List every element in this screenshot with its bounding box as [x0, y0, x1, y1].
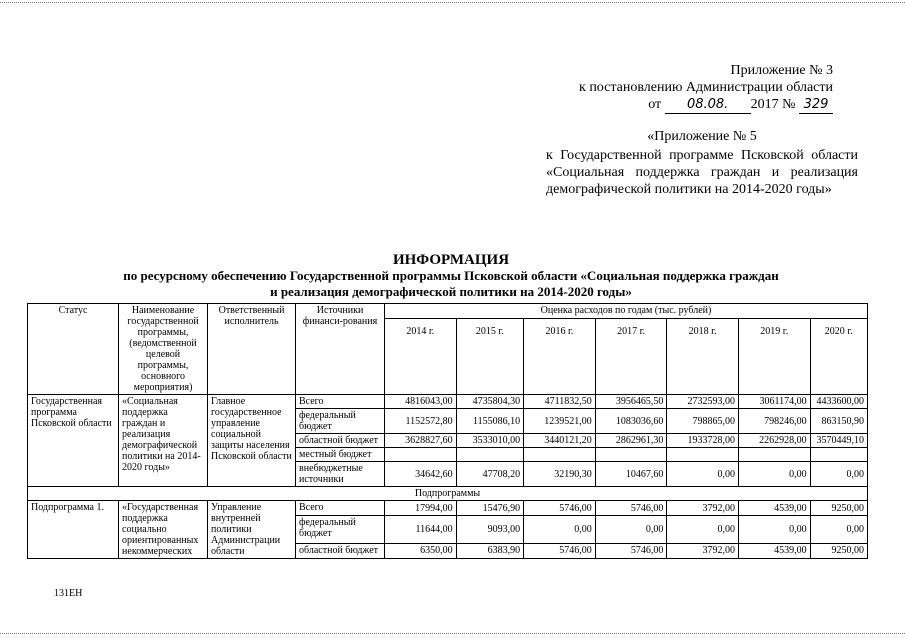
value-cell: 0,00 — [667, 462, 739, 487]
subprograms-separator-row — [28, 487, 868, 501]
value-cell: 0,00 — [524, 516, 596, 543]
subprogram-name: «Государственная поддержка социально ориентированных некоммерческих — [119, 501, 208, 559]
value-cell: 3440121,20 — [524, 434, 596, 448]
value-cell: 3061174,00 — [738, 395, 810, 409]
source-cell: Всего — [296, 501, 385, 516]
value-cell: 17994,00 — [385, 501, 457, 516]
header-year: 2014 г. — [385, 318, 457, 394]
value-cell: 4539,00 — [738, 501, 810, 516]
resource-table — [27, 303, 868, 559]
value-cell: 1933728,00 — [667, 434, 739, 448]
subprogram-responsible: Управление внутренней политики Администрации области — [208, 501, 296, 559]
value-cell: 0,00 — [595, 516, 667, 543]
value-cell: 1155086,10 — [456, 409, 524, 434]
value-cell — [385, 448, 457, 462]
annex-date-line — [513, 96, 833, 114]
value-cell: 798246,00 — [738, 409, 810, 434]
value-cell: 9093,00 — [456, 516, 524, 543]
annex5-head: «Приложение № 5 — [647, 129, 757, 144]
header-name: Наименование государственной программы, (ведомственной целевой программы, основного мероприятия) — [119, 304, 208, 395]
value-cell — [810, 448, 867, 462]
subprograms-separator: Подпрограммы — [28, 487, 868, 501]
value-cell: 863150,90 — [810, 409, 867, 434]
annex5-block — [546, 128, 858, 198]
annex-block — [513, 62, 833, 114]
header-year: 2020 г. — [810, 318, 867, 394]
annex-date-handwritten: 08.08. — [665, 96, 751, 114]
value-cell: 6350,00 — [385, 543, 457, 558]
subprogram-status: Подпрограмма 1. — [28, 501, 119, 559]
value-cell: 4735804,30 — [456, 395, 524, 409]
header-costs: Оценка расходов по годам (тыс. рублей) — [385, 304, 868, 319]
table-row — [28, 501, 868, 516]
source-cell: областной бюджет — [296, 543, 385, 558]
value-cell: 5746,00 — [524, 501, 596, 516]
source-cell: областной бюджет — [296, 434, 385, 448]
page-title: ИНФОРМАЦИЯ — [392, 252, 510, 268]
annex-line2: к постановлению Администрации области — [579, 80, 833, 95]
value-cell: 2732593,00 — [667, 395, 739, 409]
value-cell: 0,00 — [738, 516, 810, 543]
program-name: «Социальная поддержка граждан и реализация демографической политики на 2014-2020 годы» — [119, 395, 208, 487]
value-cell: 9250,00 — [810, 543, 867, 558]
page-subtitle-line1: по ресурсному обеспечению Государственной программы Псковской области «Социальная поддержка граждан — [123, 268, 779, 283]
annex5-text: к Государственной программе Псковской области «Социальная поддержка граждан и реализация демографической политики на 2014-2020 годы» — [546, 148, 858, 197]
value-cell: 0,00 — [738, 462, 810, 487]
value-cell: 10467,60 — [595, 462, 667, 487]
value-cell: 0,00 — [667, 516, 739, 543]
value-cell: 0,00 — [810, 462, 867, 487]
value-cell: 3628827,60 — [385, 434, 457, 448]
source-cell: местный бюджет — [296, 448, 385, 462]
source-cell: федеральный бюджет — [296, 409, 385, 434]
annex-number-handwritten: 329 — [799, 96, 833, 114]
table-header-row — [28, 304, 868, 319]
program-status: Государственная программа Псковской области — [28, 395, 119, 487]
value-cell: 1083036,60 — [595, 409, 667, 434]
value-cell: 47708,20 — [456, 462, 524, 487]
value-cell — [667, 448, 739, 462]
value-cell: 15476,90 — [456, 501, 524, 516]
page-subtitle-line2: и реализация демографической политики на 2014-2020 годы» — [270, 284, 632, 299]
header-year: 2018 г. — [667, 318, 739, 394]
value-cell: 5746,00 — [595, 543, 667, 558]
header-year: 2019 г. — [738, 318, 810, 394]
source-cell: внебюджетные источники — [296, 462, 385, 487]
value-cell: 11644,00 — [385, 516, 457, 543]
value-cell: 4816043,00 — [385, 395, 457, 409]
annex-year-suffix: 2017 № — [750, 97, 796, 112]
value-cell — [456, 448, 524, 462]
header-sources: Источники финанси-рования — [296, 304, 385, 395]
value-cell: 2862961,30 — [595, 434, 667, 448]
value-cell: 5746,00 — [595, 501, 667, 516]
scan-edge-top — [0, 2, 905, 3]
value-cell — [524, 448, 596, 462]
annex-line1: Приложение № 3 — [730, 63, 833, 78]
value-cell: 2262928,00 — [738, 434, 810, 448]
value-cell: 3792,00 — [667, 543, 739, 558]
value-cell: 1152572,80 — [385, 409, 457, 434]
value-cell: 4433600,00 — [810, 395, 867, 409]
program-responsible: Главное государственное управление социальной защиты населения Псковской области — [208, 395, 296, 487]
value-cell: 3956465,50 — [595, 395, 667, 409]
header-status: Статус — [28, 304, 119, 395]
value-cell: 34642,60 — [385, 462, 457, 487]
value-cell: 3570449,10 — [810, 434, 867, 448]
table-row — [28, 395, 868, 409]
value-cell — [738, 448, 810, 462]
value-cell: 0,00 — [810, 516, 867, 543]
value-cell: 1239521,00 — [524, 409, 596, 434]
scan-edge-bottom — [0, 633, 905, 634]
value-cell — [595, 448, 667, 462]
value-cell: 5746,00 — [524, 543, 596, 558]
header-year: 2016 г. — [524, 318, 596, 394]
annex-from-prefix: от — [648, 97, 662, 112]
value-cell: 3792,00 — [667, 501, 739, 516]
value-cell: 798865,00 — [667, 409, 739, 434]
value-cell: 3533010,00 — [456, 434, 524, 448]
header-year: 2017 г. — [595, 318, 667, 394]
footer-code: 131ЕН — [54, 588, 83, 599]
source-cell: федеральный бюджет — [296, 516, 385, 543]
value-cell: 6383,90 — [456, 543, 524, 558]
source-cell: Всего — [296, 395, 385, 409]
value-cell: 32190,30 — [524, 462, 596, 487]
value-cell: 9250,00 — [810, 501, 867, 516]
header-responsible: Ответственный исполнитель — [208, 304, 296, 395]
value-cell: 4711832,50 — [524, 395, 596, 409]
header-year: 2015 г. — [456, 318, 524, 394]
value-cell: 4539,00 — [738, 543, 810, 558]
